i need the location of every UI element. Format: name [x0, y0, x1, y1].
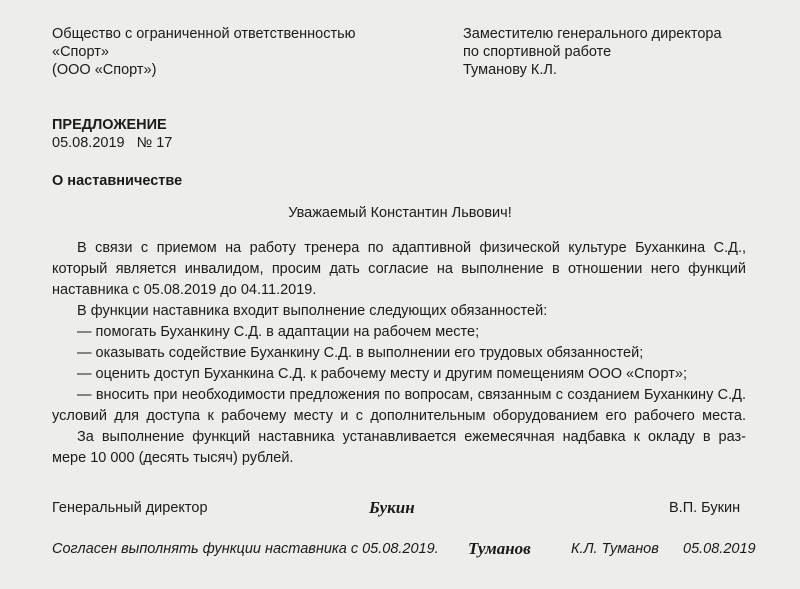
- sender-org-line-2: «Спорт»: [52, 44, 109, 60]
- paragraph-1-line-3: наставника с 05.08.2019 до 04.11.2019.: [52, 282, 317, 298]
- document-subject: О наставничестве: [52, 173, 183, 189]
- greeting: Уважаемый Константин Львович!: [288, 205, 512, 221]
- recipient-line-2: по спортивной работе: [463, 44, 612, 60]
- duty-item-2: — оказывать содействие Буханкину С.Д. в выполнении его трудовых обязанностей;: [77, 345, 644, 361]
- recipient-line-3: Туманову К.Л.: [463, 62, 557, 78]
- recipient-line-1: Заместителю генерального директора: [463, 26, 722, 42]
- paragraph-1-line-1: В связи с приемом на работу тренера по адаптивной физической культуре Буханкина С.Д.,: [77, 240, 746, 256]
- paragraph-2: В функции наставника входит выполнение следующих обязанностей:: [77, 303, 548, 319]
- director-signature: Букин: [369, 498, 415, 517]
- mentor-name: К.Л. Туманов: [571, 541, 659, 557]
- signatory-name: В.П. Букин: [669, 500, 741, 516]
- duty-item-1: — помогать Буханкину С.Д. в адаптации на рабочем месте;: [77, 324, 480, 340]
- duty-item-3: — оценить доступ Буханкина С.Д. к рабочему месту и другим помещениям ООО «Спорт»;: [77, 366, 687, 382]
- paragraph-3-line-1: За выполнение функций наставника устанавливается ежемесячная надбавка к окладу в раз-: [77, 429, 746, 445]
- paragraph-1-line-2: который является инвалидом, просим дать согласие на выполнение в отношении него функций: [52, 261, 746, 277]
- signatory-position: Генеральный директор: [52, 500, 208, 516]
- mentor-signature: Туманов: [468, 539, 531, 558]
- paragraph-3-line-2: мере 10 000 (десять тысяч) рублей.: [52, 450, 294, 466]
- sender-org-line-3: (ООО «Спорт»): [52, 62, 157, 78]
- sender-org-line-1: Общество с ограниченной ответственностью: [52, 26, 356, 42]
- duty-item-4-line-1: — вносить при необходимости предложения по вопросам, связанным с созданием Буханкину С.Д.: [77, 387, 746, 403]
- duty-item-4-line-2: условий для доступа к рабочему месту и с дополнительным оборудованием его рабочего места.: [52, 408, 746, 424]
- document-date-number: 05.08.2019 № 17: [52, 135, 173, 151]
- document-body: [52, 238, 746, 469]
- consent-text: Согласен выполнять функции наставника с 05.08.2019.: [52, 541, 439, 557]
- document-type: ПРЕДЛОЖЕНИЕ: [52, 117, 167, 133]
- consent-date: 05.08.2019: [683, 541, 756, 557]
